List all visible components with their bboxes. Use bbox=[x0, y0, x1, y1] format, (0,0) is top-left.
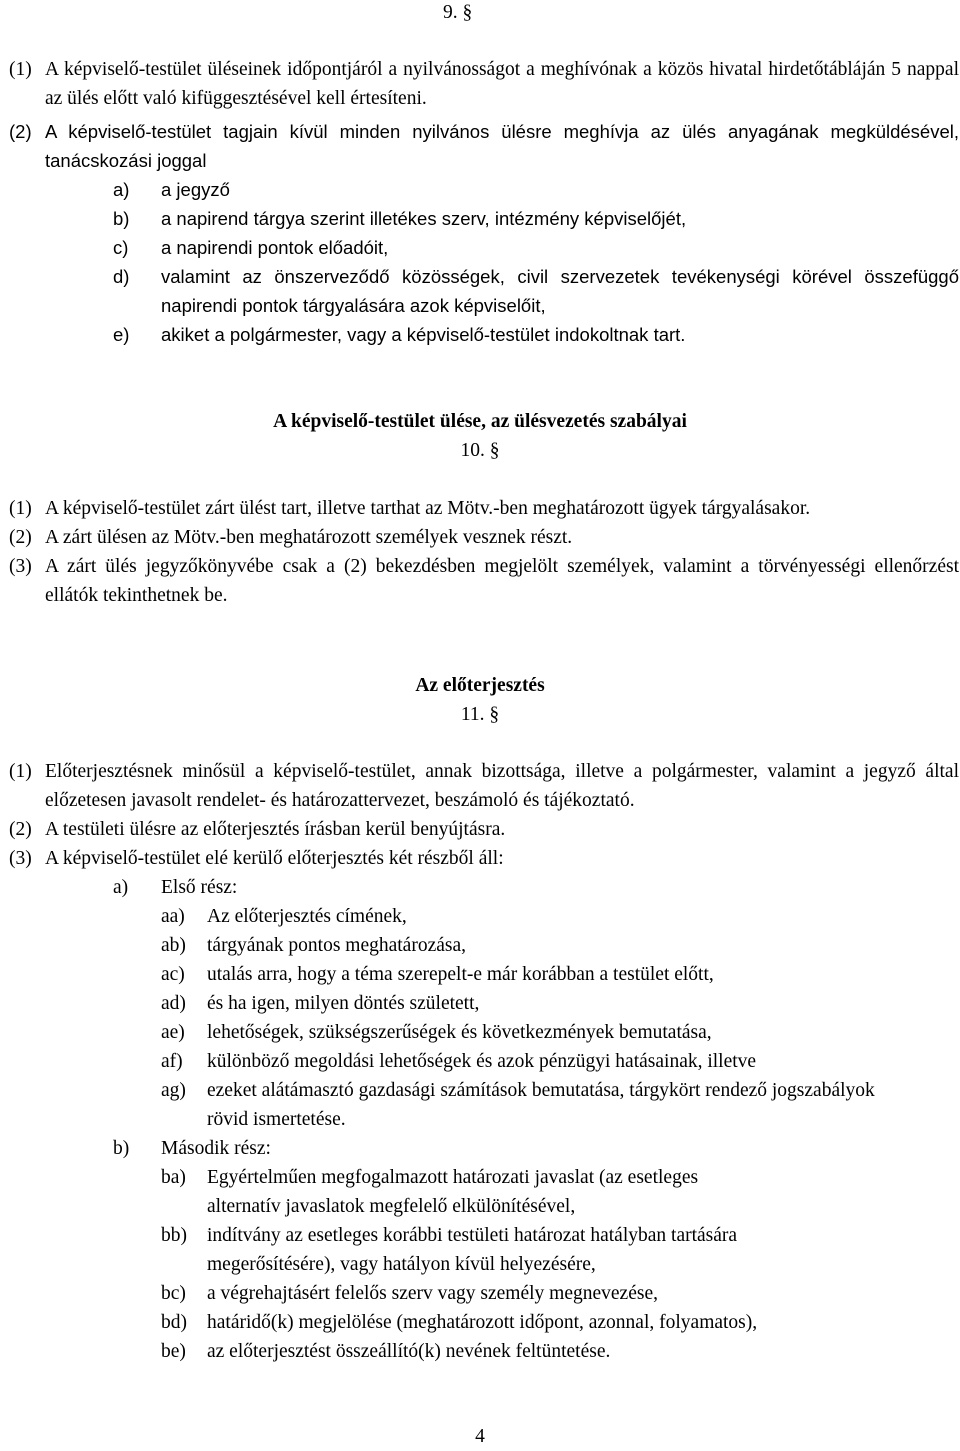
list-item bbox=[113, 204, 959, 233]
list-text: indítvány az esetleges korábbi testületi határozat hatályban tartására megerősítésére), vagy hatályon kívül helyezésére, bbox=[207, 1225, 738, 1275]
part-b-items bbox=[161, 1163, 959, 1366]
paragraph-text: A képviselő-testület zárt ülést tart, illetve tarthat az Mötv.-ben meghatározott ügyek tárgyalásakor. bbox=[45, 498, 811, 519]
list-label: c) bbox=[113, 237, 129, 258]
list-label: af) bbox=[161, 1051, 183, 1072]
list-item bbox=[161, 1047, 959, 1076]
list-text: lehetőségek, szükségszerűségek és következmények bemutatása, bbox=[207, 1022, 712, 1043]
section-10 bbox=[9, 494, 959, 610]
list-label: ba) bbox=[161, 1167, 186, 1188]
list-item bbox=[161, 960, 959, 989]
paragraph-text: A képviselő-testület üléseinek időpontjáról a nyilvánosságot a meghívónak a közös hivatal hirdetőtábláján 5 nappal az ülés előtt való kifüggesztésével kell értesíteni. bbox=[45, 59, 959, 109]
list-text: akiket a polgármester, vagy a képviselő-testület indokoltnak tart. bbox=[161, 324, 686, 345]
list-item bbox=[161, 1279, 959, 1308]
paragraph-label: (1) bbox=[9, 761, 32, 782]
list-text: Egyértelműen megfogalmazott határozati javaslat (az esetleges alternatív javaslatok megfelelő elkülönítésével, bbox=[207, 1167, 699, 1217]
list-label: bb) bbox=[161, 1225, 187, 1246]
list-item bbox=[161, 1163, 761, 1221]
list-item bbox=[113, 233, 959, 262]
list-label: d) bbox=[113, 266, 130, 287]
section-9 bbox=[9, 55, 959, 113]
list-text: tárgyának pontos meghatározása, bbox=[207, 935, 467, 956]
paragraph-10-3 bbox=[9, 552, 959, 610]
paragraph-text: A zárt ülésen az Mötv.-ben meghatározott személyek vesznek részt. bbox=[45, 527, 573, 548]
list-item bbox=[161, 989, 959, 1018]
paragraph-text: A zárt ülés jegyzőkönyvébe csak a (2) bekezdésben megjelölt személyek, valamint a törvényességi ellenőrzést ellátók tekinthetnek be. bbox=[45, 556, 959, 606]
list-text: Első rész: bbox=[161, 877, 238, 898]
list-item bbox=[113, 262, 959, 320]
paragraph-11-1 bbox=[9, 757, 959, 815]
list-label: bc) bbox=[161, 1283, 186, 1304]
list-label: e) bbox=[113, 324, 130, 345]
paragraph-text: Előterjesztésnek minősül a képviselő-testület, annak bizottsága, illetve a polgármester, valamint a jegyző által előzetesen javasolt rendelet- és határozattervezet, beszámoló és tájékoztató. bbox=[45, 761, 959, 811]
list-text: határidő(k) megjelölése (meghatározott időpont, azonnal, folyamatos), bbox=[207, 1312, 758, 1333]
list-label: ab) bbox=[161, 935, 186, 956]
paragraph-label: (1) bbox=[9, 498, 32, 519]
section-10-number: 10. § bbox=[460, 440, 500, 461]
list-item bbox=[161, 1308, 959, 1337]
list-text: Az előterjesztés címének, bbox=[207, 906, 407, 927]
paragraph-text: A képviselő-testület elé kerülő előterjesztés két részből áll: bbox=[45, 848, 504, 869]
list-text: a napirendi pontok előadóit, bbox=[161, 237, 389, 258]
list-item bbox=[161, 1018, 959, 1047]
list-item bbox=[161, 902, 959, 931]
list-text: utalás arra, hogy a téma szerepelt-e már korábban a testület előtt, bbox=[207, 964, 714, 985]
section-9-number: 9. § bbox=[443, 2, 473, 23]
part-a-items bbox=[161, 902, 959, 1134]
list-label: a) bbox=[113, 179, 130, 200]
paragraph-11-2 bbox=[9, 815, 959, 844]
list-label: ad) bbox=[161, 993, 186, 1014]
list-item bbox=[161, 1337, 959, 1366]
list-text: valamint az önszerveződő közösségek, civil szervezetek tevékenységi körével összefüggő napirendi pontok tárgyalására azok képviselőit, bbox=[161, 266, 959, 316]
paragraph-label: (3) bbox=[9, 556, 32, 577]
list-item bbox=[161, 1221, 861, 1279]
paragraph-9-2 bbox=[9, 117, 959, 175]
paragraph-text: A testületi ülésre az előterjesztés írásban kerül benyújtásra. bbox=[45, 819, 506, 840]
part-b-title bbox=[113, 1134, 959, 1163]
section-9-para-2 bbox=[9, 117, 959, 349]
page-number: 4 bbox=[475, 1426, 485, 1447]
list-item bbox=[113, 175, 959, 204]
list-label: ag) bbox=[161, 1080, 186, 1101]
list-label: be) bbox=[161, 1341, 186, 1362]
section-11-number: 11. § bbox=[460, 704, 500, 725]
section-11 bbox=[9, 757, 959, 1366]
paragraph-label: (1) bbox=[9, 59, 32, 80]
list-item bbox=[113, 320, 959, 349]
list-text: Második rész: bbox=[161, 1138, 271, 1159]
part-a bbox=[113, 873, 959, 1366]
list-text: a jegyző bbox=[161, 179, 230, 200]
section-11-heading: Az előterjesztés bbox=[415, 675, 545, 696]
list-text: a végrehajtásért felelős szerv vagy személy megnevezése, bbox=[207, 1283, 658, 1304]
list-text: ezeket alátámasztó gazdasági számítások bemutatása, tárgykört rendező jogszabályok rövid ismertetése. bbox=[207, 1080, 875, 1130]
list-label: b) bbox=[113, 1138, 130, 1159]
paragraph-9-1 bbox=[9, 55, 959, 113]
list-text: az előterjesztést összeállító(k) nevének feltüntetése. bbox=[207, 1341, 611, 1362]
list-text: különböző megoldási lehetőségek és azok pénzügyi hatásainak, illetve bbox=[207, 1051, 757, 1072]
paragraph-11-3 bbox=[9, 844, 959, 873]
list-label: ae) bbox=[161, 1022, 185, 1043]
list-label: aa) bbox=[161, 906, 185, 927]
invitee-list bbox=[113, 175, 959, 349]
list-label: ac) bbox=[161, 964, 185, 985]
part-a-title bbox=[113, 873, 959, 902]
paragraph-label: (3) bbox=[9, 848, 32, 869]
paragraph-label: (2) bbox=[9, 121, 32, 142]
section-10-heading: A képviselő-testület ülése, az ülésvezetés szabályai bbox=[273, 411, 687, 432]
paragraph-10-2 bbox=[9, 523, 959, 552]
list-text: és ha igen, milyen döntés született, bbox=[207, 993, 480, 1014]
list-label: a) bbox=[113, 877, 129, 898]
paragraph-text: A képviselő-testület tagjain kívül minden nyilvános ülésre meghívja az ülés anyagának megküldésével, tanácskozási joggal bbox=[45, 121, 959, 171]
list-label: b) bbox=[113, 208, 130, 229]
list-text: a napirend tárgya szerint illetékes szerv, intézmény képviselőjét, bbox=[161, 208, 687, 229]
paragraph-label: (2) bbox=[9, 527, 32, 548]
paragraph-label: (2) bbox=[9, 819, 32, 840]
list-item bbox=[161, 931, 959, 960]
paragraph-10-1 bbox=[9, 494, 959, 523]
list-item bbox=[161, 1076, 881, 1134]
list-label: bd) bbox=[161, 1312, 187, 1333]
